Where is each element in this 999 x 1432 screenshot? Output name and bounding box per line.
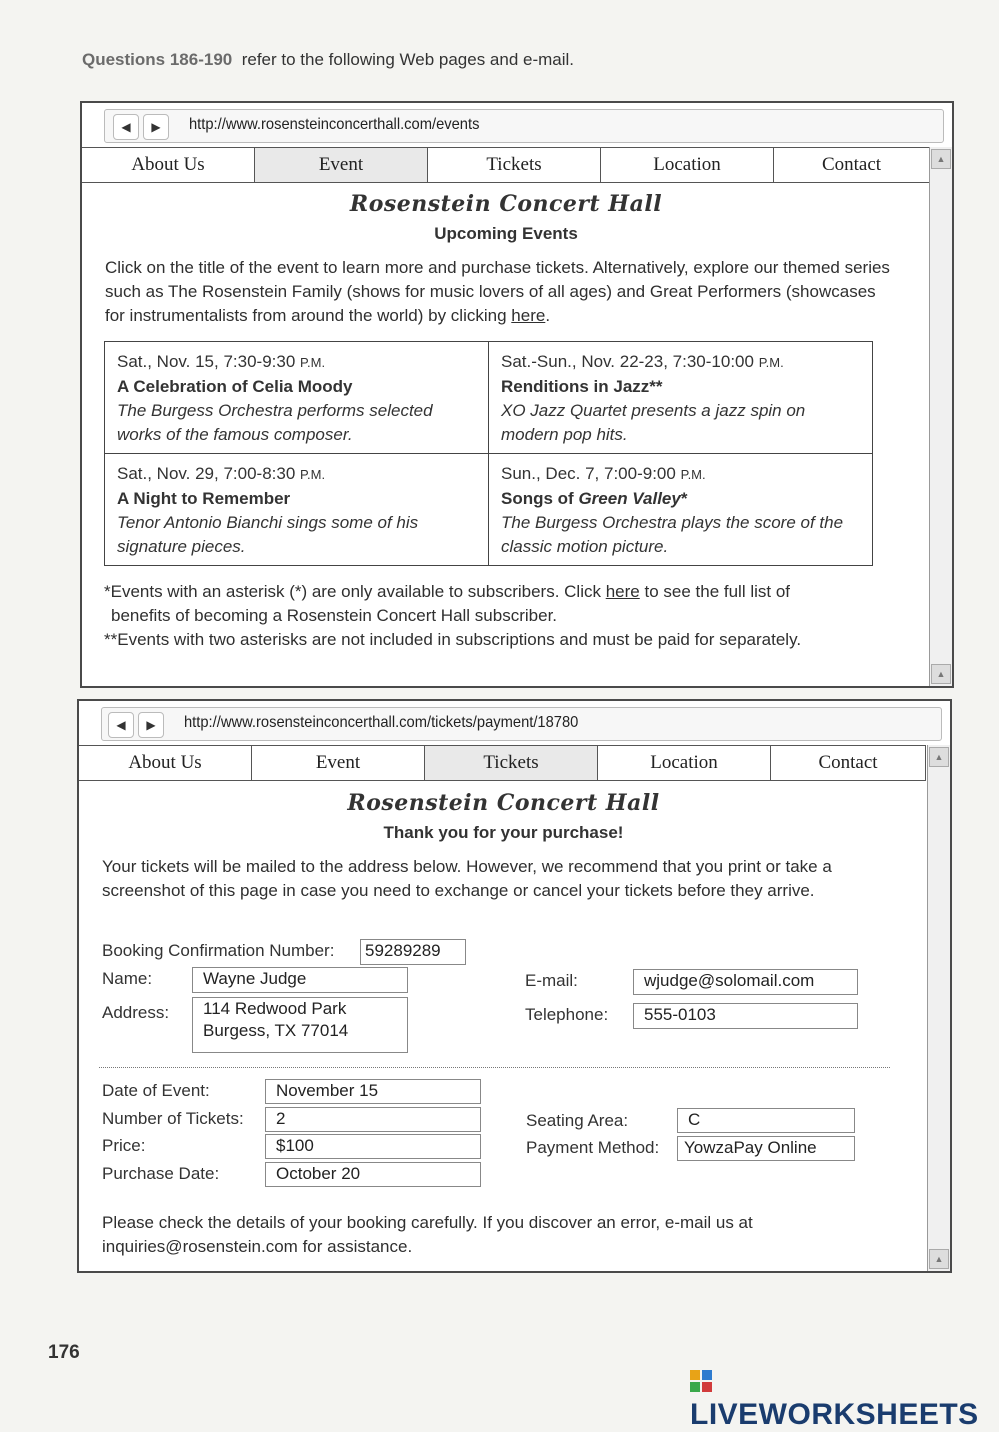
payment-method-field: YowzaPay Online	[677, 1136, 855, 1161]
events-page-window	[80, 101, 954, 688]
questions-text: refer to the following Web pages and e-mail.	[241, 50, 575, 69]
address-bar	[104, 109, 944, 143]
page-number: 176	[48, 1342, 80, 1363]
event-cell[interactable]	[105, 454, 489, 566]
questions-range: Questions 186-190	[82, 50, 233, 69]
separate-payment-note: **Events with two asterisks are not included in subscriptions and must be paid for separately.	[104, 630, 802, 649]
subscriber-note: *Events with an asterisk (*) are only available to subscribers. Click here to see the full list of benefits of becoming a Rosenstein Concert Hall subscriber. **Events with two asterisks are not included in subscriptions and must be paid for separately.	[104, 582, 802, 649]
seating-field: C	[677, 1108, 855, 1133]
event-description: XO Jazz Quartet presents a jazz spin on modern pop hits.	[501, 401, 806, 444]
scroll-up-icon[interactable]: ▲	[931, 149, 951, 169]
event-title[interactable]: Songs of Green Valley*	[501, 489, 688, 508]
event-description: The Burgess Orchestra performs selected works of the famous composer.	[117, 401, 433, 444]
event-description: The Burgess Orchestra plays the score of the classic motion picture.	[501, 513, 844, 556]
event-date: Sun., Dec. 7, 7:00-9:00 P.M.	[501, 464, 706, 483]
tab-tickets[interactable]: Tickets	[428, 148, 601, 182]
email-label: E-mail:	[525, 971, 578, 990]
page-heading: Thank you for your purchase!	[383, 823, 624, 842]
tickets-count-field: 2	[265, 1107, 481, 1132]
back-arrow-icon[interactable]: ◀	[108, 712, 134, 738]
tab-contact[interactable]: Contact	[774, 148, 930, 182]
email-field: wjudge@solomail.com	[633, 969, 858, 995]
liveworksheets-watermark	[690, 1364, 999, 1432]
event-cell[interactable]	[105, 342, 489, 454]
url-text[interactable]: http://www.rosensteinconcerthall.com/tickets/payment/18780	[184, 714, 579, 731]
booking-label: Booking Confirmation Number:	[102, 941, 335, 960]
scroll-down-icon[interactable]: ▲	[931, 664, 951, 684]
seating-label: Seating Area:	[526, 1111, 629, 1130]
name-field: Wayne Judge	[192, 967, 408, 993]
telephone-field: 555-0103	[633, 1003, 858, 1029]
scroll-down-icon[interactable]: ▲	[929, 1249, 949, 1269]
payment-method-label: Payment Method:	[526, 1138, 660, 1157]
address-field	[192, 997, 408, 1053]
event-title[interactable]: Renditions in Jazz**	[501, 377, 663, 396]
event-date-label: Date of Event:	[102, 1081, 210, 1100]
address-label: Address:	[102, 1003, 170, 1022]
events-table	[104, 341, 873, 566]
back-arrow-icon[interactable]: ◀	[113, 114, 139, 140]
payment-page-window	[77, 699, 952, 1273]
tickets-count-label: Number of Tickets:	[102, 1109, 244, 1128]
event-cell[interactable]	[489, 342, 873, 454]
nav-tabs	[82, 147, 930, 183]
tab-contact[interactable]: Contact	[771, 746, 926, 780]
event-title[interactable]: A Celebration of Celia Moody	[117, 377, 353, 396]
tab-event[interactable]: Event	[255, 148, 428, 182]
tab-event[interactable]: Event	[252, 746, 425, 780]
series-link[interactable]: here	[511, 306, 546, 325]
watermark-text: LIVEWORKSHEETS	[690, 1398, 979, 1431]
tab-about-us[interactable]: About Us	[79, 746, 252, 780]
booking-check-note: Please check the details of your booking carefully. If you discover an error, e-mail us at inquiries@rosenstein.com for assistance.	[102, 1213, 753, 1256]
page-heading: Upcoming Events	[434, 224, 578, 243]
mail-notice: Your tickets will be mailed to the address below. However, we recommend that you print or take a screenshot of this page in case you need to exchange or cancel your tickets before they arrive.	[102, 857, 832, 900]
event-date-field: November 15	[265, 1079, 481, 1104]
url-text[interactable]: http://www.rosensteinconcerthall.com/events	[189, 116, 480, 133]
address-line-1: 114 Redwood Park	[203, 999, 347, 1018]
scroll-up-icon[interactable]: ▲	[929, 747, 949, 767]
event-date: Sat., Nov. 15, 7:30-9:30 P.M.	[117, 352, 326, 371]
events-intro-text: Click on the title of the event to learn more and purchase tickets. Alternatively, explore our themed series such as The Rosenstein Family (shows for music lovers of all ages) and Great Performers (showcases for instrumentalists from around the world) by clicking	[105, 258, 890, 325]
address-bar	[101, 707, 942, 741]
event-title[interactable]: A Night to Remember	[117, 489, 291, 508]
address-line-2: Burgess, TX 77014	[203, 1021, 349, 1040]
event-date: Sat., Nov. 29, 7:00-8:30 P.M.	[117, 464, 326, 483]
tab-location[interactable]: Location	[598, 746, 771, 780]
scrollbar[interactable]	[927, 745, 950, 1271]
forward-arrow-icon[interactable]: ▶	[138, 712, 164, 738]
hall-brand-title: Rosenstein Concert Hall	[347, 790, 660, 816]
price-field: $100	[265, 1134, 481, 1159]
telephone-label: Telephone:	[525, 1005, 609, 1024]
section-divider	[99, 1067, 890, 1068]
liveworksheets-logo-icon	[690, 1370, 712, 1392]
tab-location[interactable]: Location	[601, 148, 774, 182]
questions-intro	[82, 50, 574, 70]
scrollbar[interactable]	[929, 147, 952, 686]
purchase-date-field: October 20	[265, 1162, 481, 1187]
purchase-date-label: Purchase Date:	[102, 1164, 220, 1183]
nav-tabs	[79, 745, 926, 781]
event-date: Sat.-Sun., Nov. 22-23, 7:30-10:00 P.M.	[501, 352, 784, 371]
event-description: Tenor Antonio Bianchi sings some of his signature pieces.	[117, 513, 419, 556]
tab-about-us[interactable]: About Us	[82, 148, 255, 182]
booking-number-field: 59289289	[360, 939, 466, 965]
price-label: Price:	[102, 1136, 146, 1155]
benefits-link[interactable]: here	[605, 582, 640, 601]
tab-tickets[interactable]: Tickets	[425, 746, 598, 780]
name-label: Name:	[102, 969, 153, 988]
event-cell[interactable]	[489, 454, 873, 566]
hall-brand-title: Rosenstein Concert Hall	[349, 191, 663, 217]
events-intro: Click on the title of the event to learn more and purchase tickets. Alternatively, explore our themed series such as The Rosenstein Family (shows for music lovers of all ages) and Great Performers (showcases for instrumentalists from around the world) by clicking here.	[105, 258, 890, 325]
forward-arrow-icon[interactable]: ▶	[143, 114, 169, 140]
